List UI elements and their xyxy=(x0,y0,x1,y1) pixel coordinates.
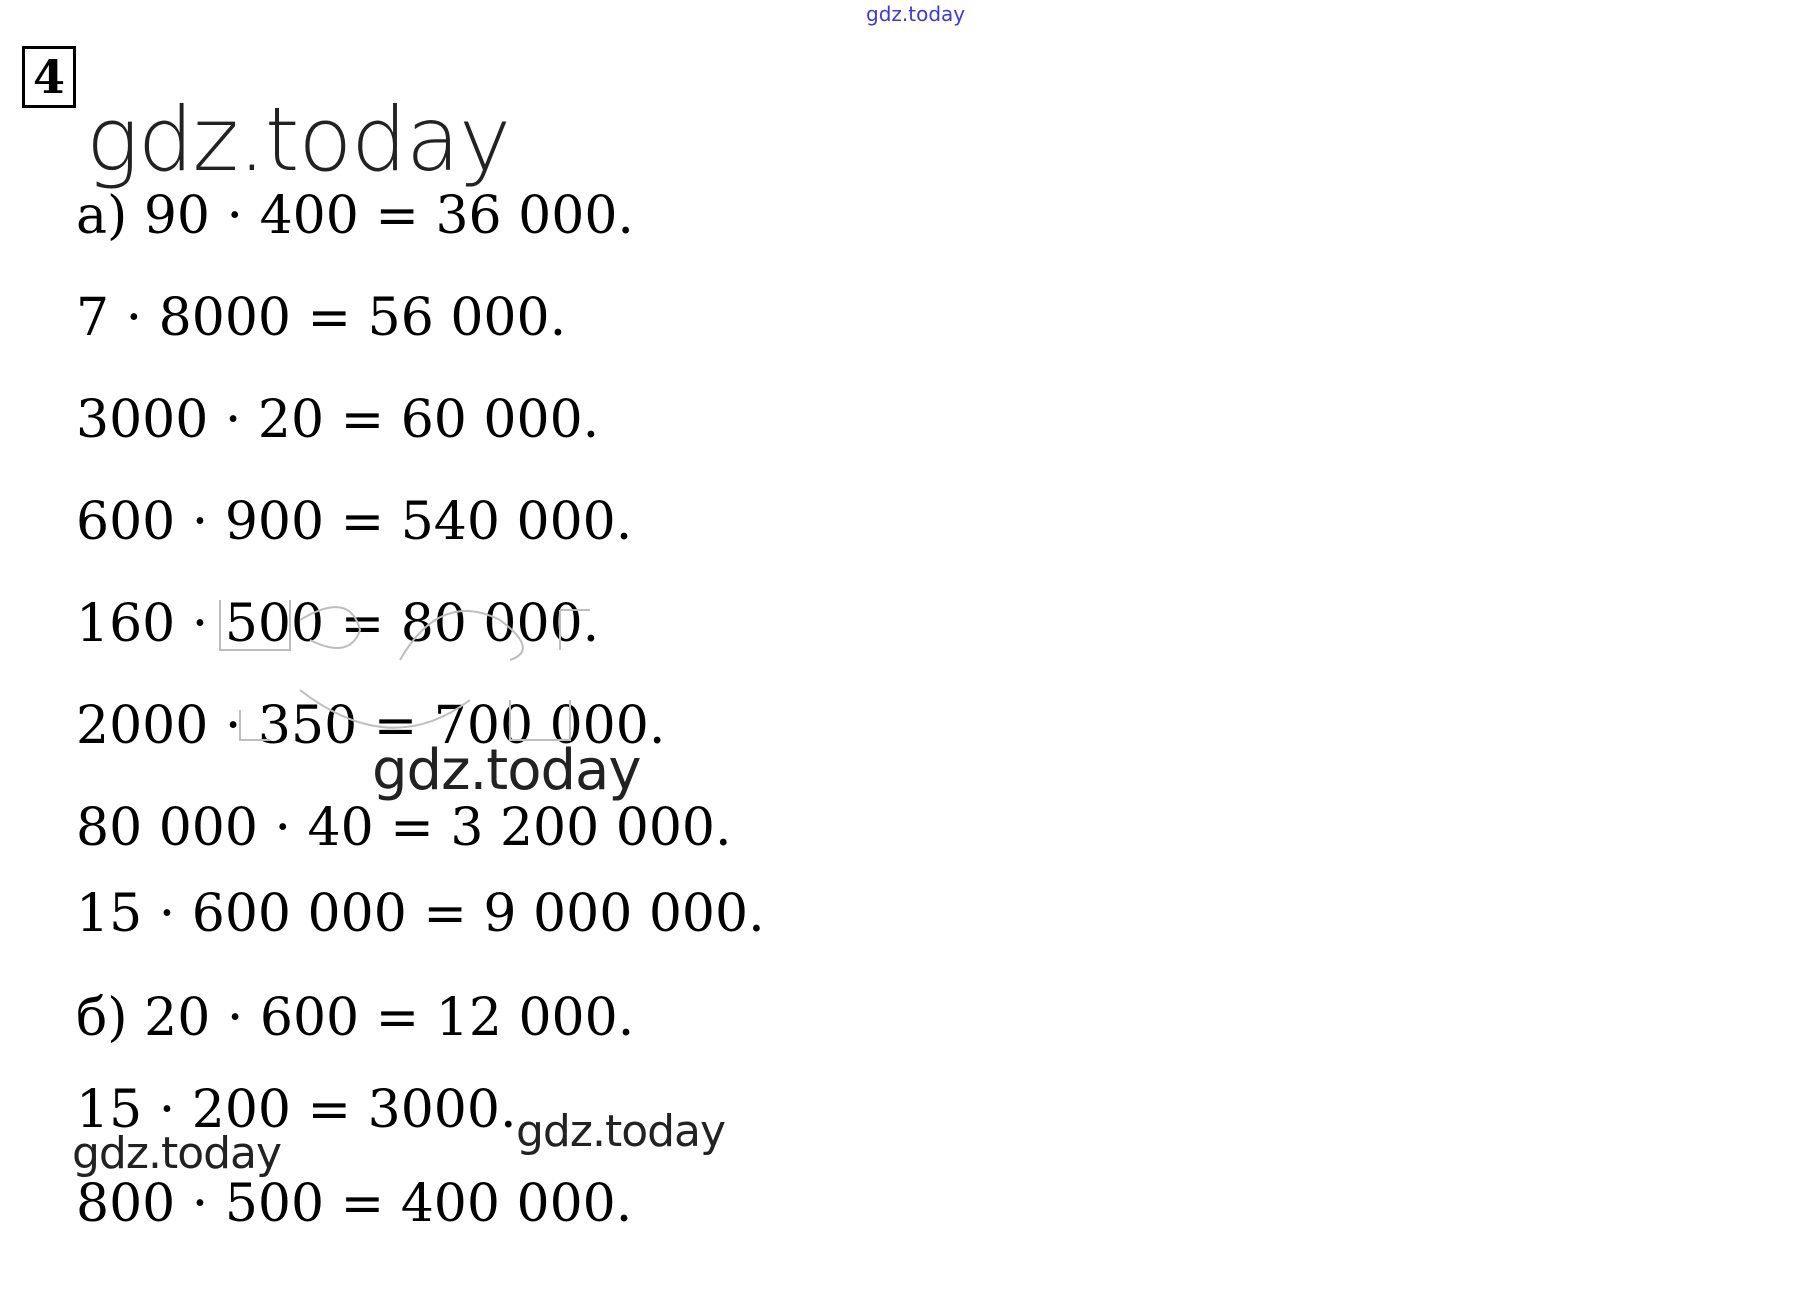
equation-line: 600 · 900 = 540 000. xyxy=(76,492,633,552)
equation-line: 160 · 500 = 80 000. xyxy=(76,594,600,654)
equation-line: 7 · 8000 = 56 000. xyxy=(76,288,567,348)
watermark-large: gdz.today xyxy=(86,88,511,191)
equation-line: 15 · 600 000 = 9 000 000. xyxy=(76,884,765,944)
task-number-box: 4 xyxy=(22,46,76,108)
watermark-small-left: gdz.today xyxy=(72,1128,282,1179)
watermark-small-right: gdz.today xyxy=(516,1106,726,1157)
equation-line: 15 · 200 = 3000. xyxy=(76,1080,517,1140)
equation-line: 800 · 500 = 400 000. xyxy=(76,1174,633,1234)
equation-line: 2000 · 350 = 700 000. xyxy=(76,696,666,756)
watermark-middle: gdz.today xyxy=(372,738,641,803)
equation-line: б) 20 · 600 = 12 000. xyxy=(76,988,635,1048)
equation-line: 3000 · 20 = 60 000. xyxy=(76,390,600,450)
site-watermark-top: gdz.today xyxy=(866,2,966,26)
equation-line: 80 000 · 40 = 3 200 000. xyxy=(76,798,732,858)
faint-logo-watermark xyxy=(210,590,690,750)
equation-line: а) 90 · 400 = 36 000. xyxy=(76,186,634,246)
